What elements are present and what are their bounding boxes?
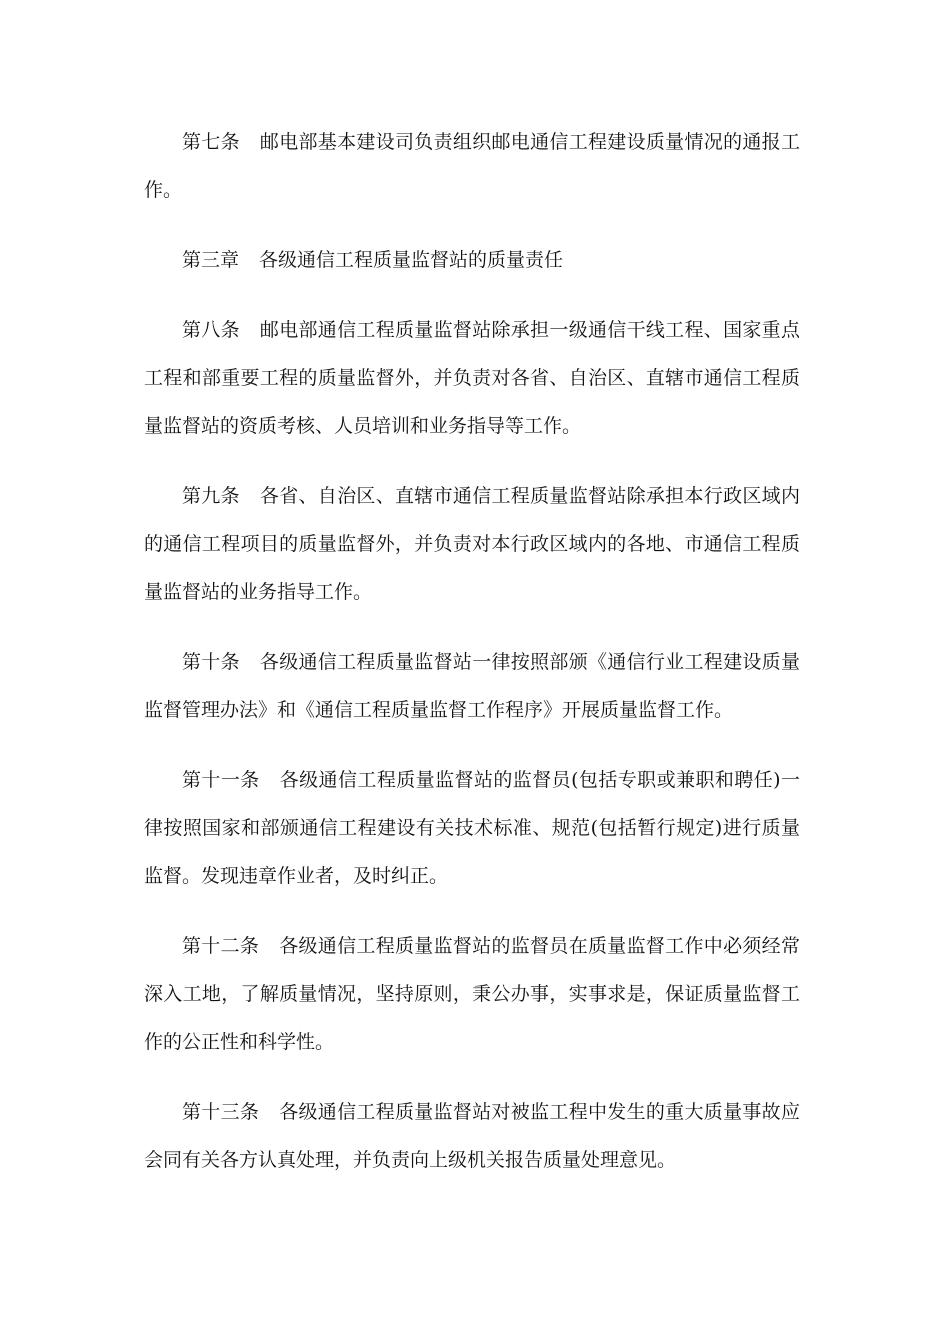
article-12-text: 各级通信工程质量监督站的监督员在质量监督工作中必须经常深入工地，了解质量情况，坚持原则，秉公办事，实事求是，保证质量监督工作的公正性和科学性。: [144, 935, 800, 1053]
article-10-label: 第十条: [182, 651, 240, 673]
document-body: [144, 118, 800, 1206]
article-13-text: 各级通信工程质量监督站对被监工程中发生的重大质量事故应会同有关各方认真处理，并负责向上级机关报告质量处理意见。: [144, 1101, 800, 1171]
chapter-3-heading: [144, 236, 800, 284]
article-10-paragraph: [144, 638, 800, 734]
article-13-paragraph: [144, 1088, 800, 1184]
article-11-paragraph: [144, 756, 800, 900]
article-8-label: 第八条: [182, 319, 240, 341]
article-7-label: 第七条: [182, 131, 240, 153]
article-10-text: 各级通信工程质量监督站一律按照部颁《通信行业工程建设质量监督管理办法》和《通信工程质量监督工作程序》开展质量监督工作。: [144, 651, 800, 721]
article-12-label: 第十二条: [182, 935, 260, 957]
article-8-text: 邮电部通信工程质量监督站除承担一级通信干线工程、国家重点工程和部重要工程的质量监督外，并负责对各省、自治区、直辖市通信工程质量监督站的资质考核、人员培训和业务指导等工作。: [144, 319, 800, 437]
article-11-label: 第十一条: [182, 769, 260, 791]
article-9-paragraph: [144, 472, 800, 616]
chapter-3-label: 第三章: [182, 249, 240, 271]
chapter-3-title: 各级通信工程质量监督站的质量责任: [259, 249, 564, 271]
article-11-text: 各级通信工程质量监督站的监督员(包括专职或兼职和聘任)一律按照国家和部颁通信工程建设有关技术标准、规范(包括暂行规定)进行质量监督。发现违章作业者，及时纠正。: [144, 769, 800, 887]
article-8-paragraph: [144, 306, 800, 450]
article-12-paragraph: [144, 922, 800, 1066]
article-9-text: 各省、自治区、直辖市通信工程质量监督站除承担本行政区域内的通信工程项目的质量监督外，并负责对本行政区域内的各地、市通信工程质量监督站的业务指导工作。: [144, 485, 800, 603]
article-7-paragraph: [144, 118, 800, 214]
article-13-label: 第十三条: [182, 1101, 260, 1123]
article-7-text: 邮电部基本建设司负责组织邮电通信工程建设质量情况的通报工作。: [144, 131, 800, 201]
article-9-label: 第九条: [182, 485, 240, 507]
